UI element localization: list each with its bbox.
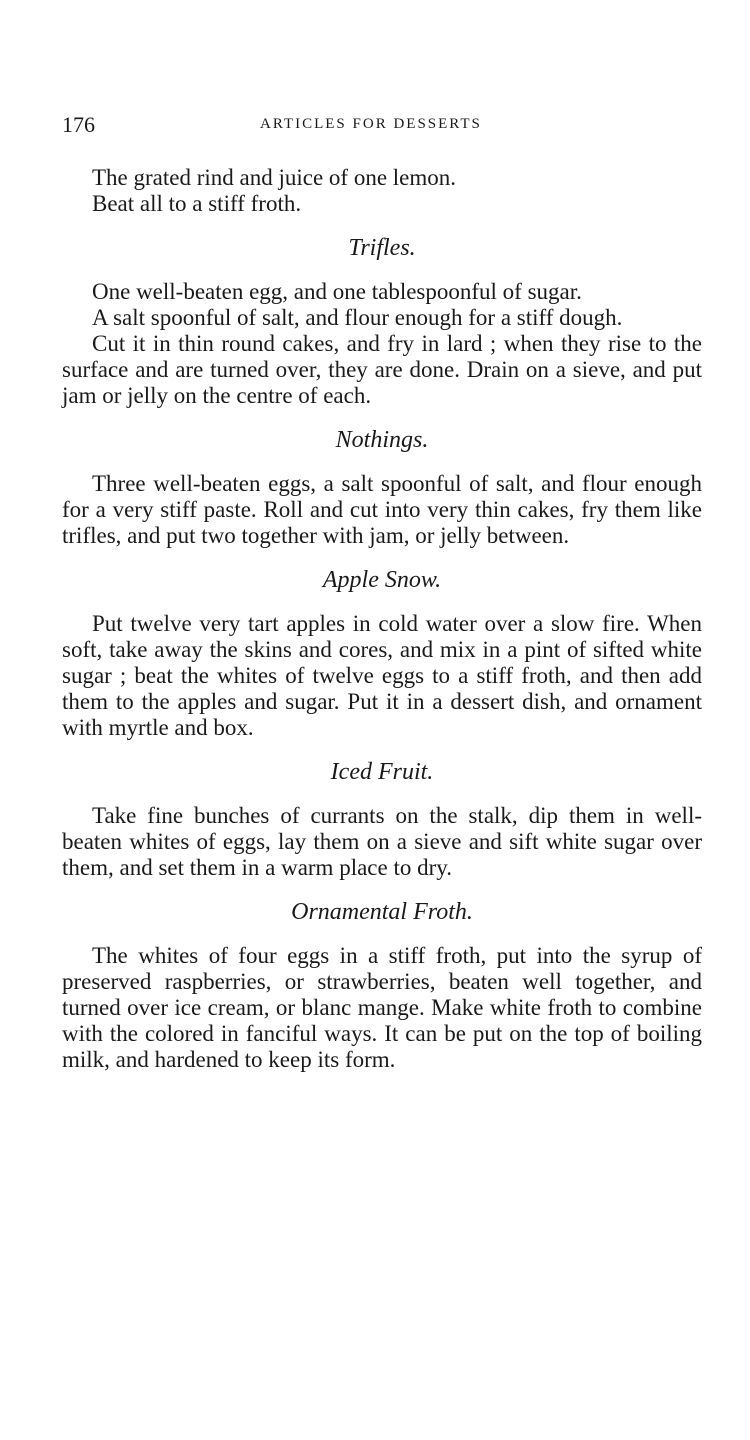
recipe-apple-snow bbox=[62, 567, 702, 741]
recipe-nothings bbox=[62, 427, 702, 549]
recipe-paragraph: Cut it in thin round cakes, and fry in lard ; when they rise to the surface and are turned over, they are done. Drain on a sieve, and put jam or jelly on the centre of each. bbox=[62, 331, 702, 408]
recipe-trifles bbox=[62, 235, 702, 409]
intro-line: The grated rind and juice of one lemon. bbox=[92, 165, 457, 190]
recipe-paragraph: Take fine bunches of currants on the stalk, dip them in well-beaten whites of eggs, lay them on a sieve and sift white sugar over them, and set them in a warm place to dry. bbox=[62, 803, 702, 880]
recipe-title: Trifles. bbox=[348, 235, 416, 261]
recipe-paragraph: Put twelve very tart apples in cold water over a slow fire. When soft, take away the skins and cores, and mix in a pint of sifted white sugar ; beat the whites of twelve eggs to a stiff froth, and then add them to the apples and sugar. Put it in a dessert dish, and ornament with myrtle and box. bbox=[62, 611, 702, 740]
recipe-iced-fruit bbox=[62, 759, 702, 881]
page-body bbox=[62, 165, 702, 1073]
running-head: ARTICLES FOR DESSERTS bbox=[260, 116, 482, 132]
recipe-title: Apple Snow. bbox=[322, 567, 442, 593]
page-header bbox=[62, 112, 702, 142]
recipe-paragraph: The whites of four eggs in a stiff froth, put into the syrup of preserved raspberries, or strawberries, beaten well together, and turned over ice cream, or blanc mange. Make white froth to combine with the colored in fanciful ways. It can be put on the top of boiling milk, and hardened to keep its form. bbox=[62, 943, 702, 1072]
recipe-title: Iced Fruit. bbox=[330, 759, 434, 785]
recipe-title: Ornamental Froth. bbox=[291, 899, 473, 925]
recipe-paragraph: A salt spoonful of salt, and flour enough for a stiff dough. bbox=[92, 305, 623, 330]
intro-line: Beat all to a stiff froth. bbox=[92, 191, 302, 216]
recipe-ornamental-froth bbox=[62, 899, 702, 1073]
page-number: 176 bbox=[62, 112, 95, 137]
recipe-paragraph: Three well-beaten eggs, a salt spoonful of salt, and flour enough for a very stiff paste. Roll and cut into very thin cakes, fry them like trifles, and put two together with jam, or jelly between. bbox=[62, 471, 702, 548]
recipe-paragraph: One well-beaten egg, and one tablespoonful of sugar. bbox=[92, 279, 582, 304]
recipe-title: Nothings. bbox=[335, 427, 429, 453]
